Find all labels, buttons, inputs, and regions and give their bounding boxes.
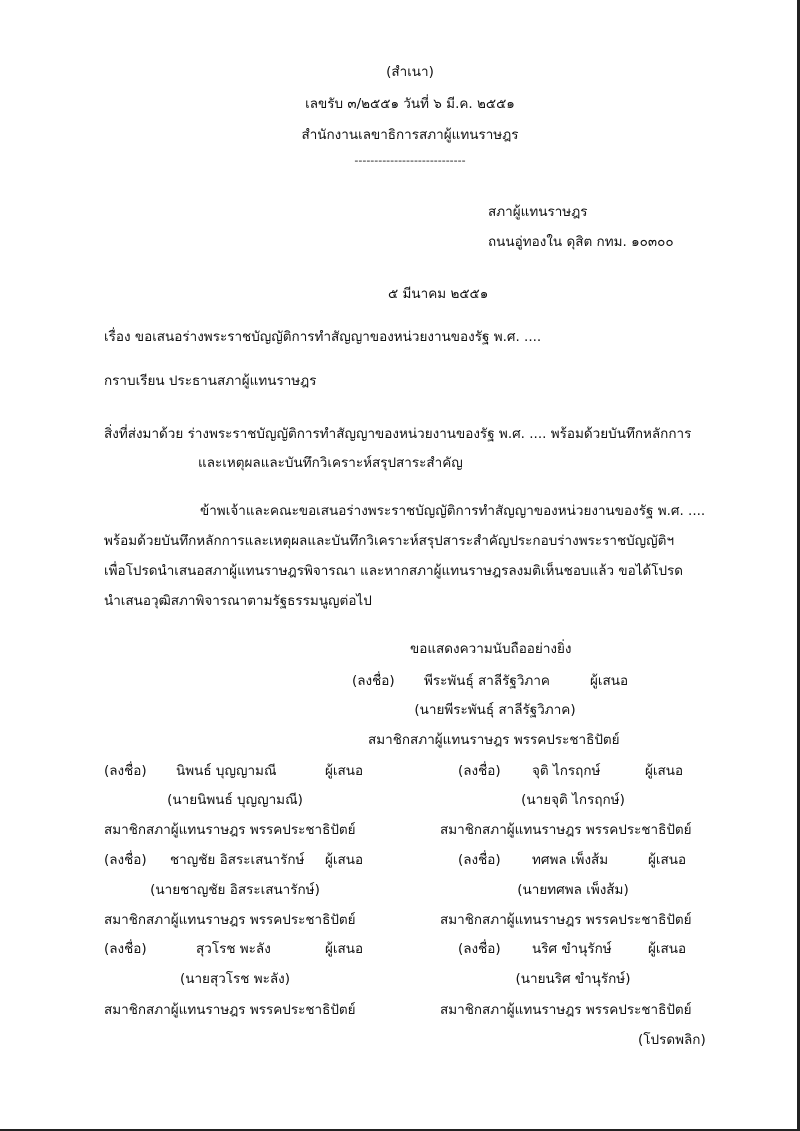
signer-position: สมาชิกสภาผู้แทนราษฎร พรรคประชาธิปัตย์: [104, 1002, 356, 1018]
main-signer-full-name: (นายพีระพันธุ์ สาลีรัฐวิภาค): [414, 702, 576, 718]
enclosure-line-1: สิ่งที่ส่งมาด้วย ร่างพระราชบัญญัติการทำสัญญาของหน่วยงานของรัฐ พ.ศ. .... พร้อมด้วยบันทึกหลักการ: [104, 426, 692, 442]
address-line-2: ถนนอู่ทองใน ดุสิต กทม. ๑๐๓๐๐: [488, 234, 674, 250]
signer-role: ผู้เสนอ: [648, 941, 687, 957]
body-line-4: นำเสนอวุฒิสภาพิจารณาตามรัฐธรรมนูญต่อไป: [104, 593, 372, 609]
signer-name: ทศพล เพ็งส้ม: [532, 852, 609, 868]
address-line-1: สภาผู้แทนราษฎร: [488, 204, 588, 220]
receipt-number: เลขรับ ๓/๒๕๕๑ วันที่ ๖ มี.ค. ๒๕๕๑: [305, 96, 515, 112]
signer-full-name: (นายชาญชัย อิสระเสนารักษ์): [150, 882, 320, 898]
signer-full-name: (นายทศพล เพ็งส้ม): [517, 882, 629, 898]
signer-name: ชาญชัย อิสระเสนารักษ์: [170, 852, 305, 868]
signer-name: สุวโรช พะลัง: [196, 941, 271, 957]
signer-full-name: (นายจุติ ไกรฤกษ์): [521, 792, 625, 808]
body-line-3: เพื่อโปรดนำเสนอสภาผู้แทนราษฎรพิจารณา และหากสภาผู้แทนราษฎรลงมติเห็นชอบแล้ว ขอได้โปรด: [104, 563, 684, 579]
signer-position: สมาชิกสภาผู้แทนราษฎร พรรคประชาธิปัตย์: [440, 822, 692, 838]
subject-line: เรื่อง ขอเสนอร่างพระราชบัญญัติการทำสัญญาของหน่วยงานของรัฐ พ.ศ. ....: [104, 329, 542, 345]
header-divider: ----------------------------: [354, 154, 466, 167]
main-signer-position: สมาชิกสภาผู้แทนราษฎร พรรคประชาธิปัตย์: [368, 732, 620, 748]
signer-sign-label: (ลงชื่อ): [458, 763, 501, 779]
signer-role: ผู้เสนอ: [645, 763, 684, 779]
office-name: สำนักงานเลขาธิการสภาผู้แทนราษฎร: [301, 127, 519, 143]
signer-sign-label: (ลงชื่อ): [104, 763, 147, 779]
signer-name: จุติ ไกรฤกษ์: [532, 763, 601, 779]
signer-position: สมาชิกสภาผู้แทนราษฎร พรรคประชาธิปัตย์: [440, 1002, 692, 1018]
enclosure-line-2: และเหตุผลและบันทึกวิเคราะห์สรุปสาระสำคัญ: [198, 455, 463, 471]
signer-role: ผู้เสนอ: [325, 852, 364, 868]
signer-role: ผู้เสนอ: [325, 763, 364, 779]
body-line-2: พร้อมด้วยบันทึกหลักการและเหตุผลและบันทึกวิเคราะห์สรุปสาระสำคัญประกอบร่างพระราชบัญญัติฯ: [104, 533, 675, 549]
copy-mark: (สำเนา): [386, 64, 434, 80]
signer-position: สมาชิกสภาผู้แทนราษฎร พรรคประชาธิปัตย์: [440, 912, 692, 928]
signer-sign-label: (ลงชื่อ): [104, 852, 147, 868]
letter-date: ๕ มีนาคม ๒๕๕๑: [388, 286, 489, 302]
main-signer-sign-label: (ลงชื่อ): [352, 673, 395, 689]
signer-position: สมาชิกสภาผู้แทนราษฎร พรรคประชาธิปัตย์: [104, 912, 356, 928]
signer-full-name: (นายสุวโรช พะลัง): [179, 971, 291, 987]
signer-role: ผู้เสนอ: [648, 852, 687, 868]
signer-sign-label: (ลงชื่อ): [458, 852, 501, 868]
signer-full-name: (นายนิพนธ์ บุญญามณี): [167, 792, 303, 808]
salutation: กราบเรียน ประธานสภาผู้แทนราษฎร: [104, 373, 317, 389]
signer-full-name: (นายนริศ ขำนุรักษ์): [515, 971, 631, 987]
main-signer-role: ผู้เสนอ: [590, 673, 629, 689]
closing-phrase: ขอแสดงความนับถืออย่างยิ่ง: [410, 641, 572, 657]
signer-sign-label: (ลงชื่อ): [458, 941, 501, 957]
signer-name: นริศ ขำนุรักษ์: [532, 941, 612, 957]
signer-name: นิพนธ์ บุญญามณี: [176, 763, 277, 779]
turn-over-note: (โปรดพลิก): [638, 1032, 706, 1048]
signer-role: ผู้เสนอ: [325, 941, 364, 957]
main-signer-name: พีระพันธุ์ สาลีรัฐวิภาค: [424, 673, 550, 689]
body-line-1: ข้าพเจ้าและคณะขอเสนอร่างพระราชบัญญัติการทำสัญญาของหน่วยงานของรัฐ พ.ศ. ....: [200, 503, 706, 519]
signer-sign-label: (ลงชื่อ): [104, 941, 147, 957]
signer-position: สมาชิกสภาผู้แทนราษฎร พรรคประชาธิปัตย์: [104, 822, 356, 838]
